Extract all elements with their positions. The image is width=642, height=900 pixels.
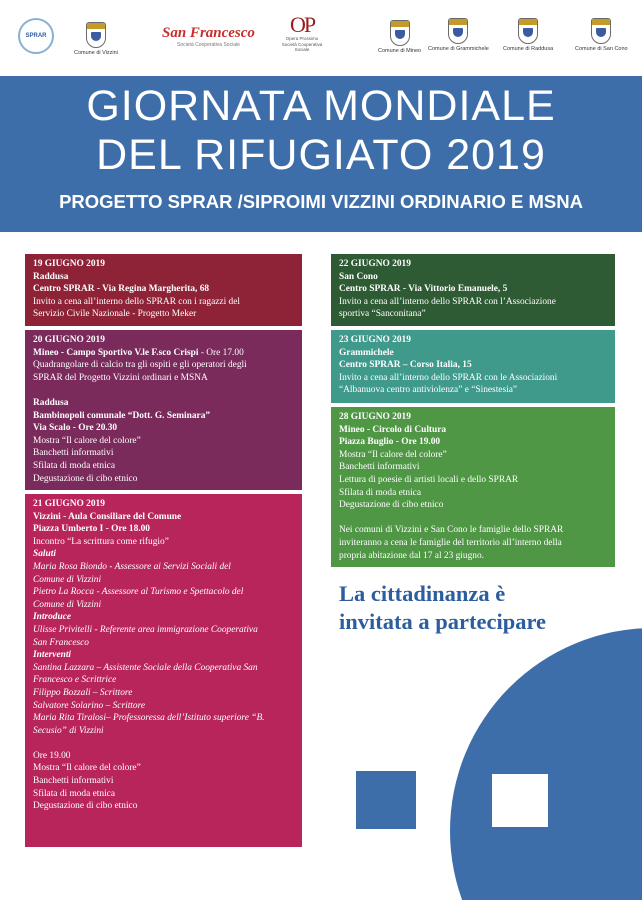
event-line: Invito a cena all’interno dello SPRAR con le Associazioni (339, 372, 558, 383)
grammichele-caption: Comune di Grammichele (428, 46, 489, 52)
event-line: Invito a cena all’interno dello SPRAR con l’Associazione (339, 296, 556, 307)
speaker-line: Filippo Bozzali – Scrittore (33, 687, 133, 698)
mineo-caption: Comune di Mineo (378, 48, 422, 54)
event-location: Piazza Umberto I - Ore 18.00 (33, 524, 150, 535)
grammichele-logo (428, 18, 489, 52)
sprar-logo (18, 18, 54, 54)
vizzini-caption: Comune di Vizzini (74, 50, 118, 56)
event-line: Servizio Civile Nazionale - Progetto Meker (33, 309, 197, 320)
opp-mark-icon: OP (289, 12, 315, 37)
event-place: Vizzini - Aula Consiliare del Comune (33, 511, 182, 522)
sprar-logo-text: SPRAR (25, 33, 47, 39)
note-line: Nei comuni di Vizzini e San Cono le famiglie dello SPRAR (339, 525, 564, 536)
event-box-19-giugno (25, 254, 302, 326)
event-line: Invito a cena all’interno dello SPRAR con i ragazzi del (33, 296, 240, 307)
event-location: Piazza Buglio - Ore 19.00 (339, 437, 441, 448)
speaker-line: Francesco e Scrittrice (33, 675, 117, 686)
decorative-white-square (492, 774, 548, 827)
event-box-28-giugno (331, 407, 615, 567)
event-line: Incontro “La scrittura come rifugio” (33, 536, 169, 547)
sancono-logo (575, 18, 628, 52)
event-date: 23 GIUGNO 2019 (339, 335, 411, 345)
event-line: Degustazione di cibo etnico (33, 801, 138, 812)
sancono-caption: Comune di San Cono (575, 46, 628, 52)
event-date: 21 GIUGNO 2019 (33, 499, 105, 509)
event-box-22-giugno (331, 254, 615, 326)
event-place: Mineo - Circolo di Cultura (339, 424, 447, 435)
event-location: Centro SPRAR - Via Vittorio Emanuele, 5 (339, 284, 508, 295)
san-francesco-sub: Società Cooperativa Sociale (177, 42, 240, 48)
event-time: - Ore 17.00 (198, 347, 244, 358)
event-line: Sfilata di moda etnica (339, 487, 422, 498)
event-date: 20 GIUGNO 2019 (33, 335, 105, 345)
event-line: Lettura di poesie di artisti locali e dello SPRAR (339, 474, 519, 485)
mineo-crest-icon (390, 20, 410, 46)
event-line: SPRAR del Progetto Vizzini ordinari e MSNA (33, 372, 208, 383)
opp-name: Opera Prossimo (285, 36, 319, 41)
event-box-20-giugno (25, 330, 302, 490)
event-line: Ore 19.00 (33, 750, 71, 761)
sancono-crest-icon (591, 18, 611, 44)
event-line: Sfilata di moda etnica (33, 788, 116, 799)
banner-subtitle: PROGETTO SPRAR /SIPROIMI VIZZINI ORDINARIO E MSNA (59, 191, 583, 212)
section-heading-saluti: Saluti (33, 549, 56, 560)
event-place-line (33, 347, 294, 360)
note-line: propria abitazione dal 17 al 23 giugno. (339, 550, 485, 561)
raddusa-logo (503, 18, 553, 52)
event-date: 22 GIUGNO 2019 (339, 259, 411, 269)
speaker-line: Ulisse Privitelli - Referente area immigrazione Cooperativa (33, 624, 258, 635)
event-line: Quadrangolare di calcio tra gli ospiti e gli operatori degli (33, 360, 247, 371)
speaker-line: Secusio” di Vizzini (33, 725, 104, 736)
speaker-line: San Francesco (33, 637, 89, 648)
event-place: Mineo - Campo Sportivo V.le F.sco Crispi (33, 347, 199, 358)
event-date: 28 GIUGNO 2019 (339, 412, 411, 422)
section-heading-introduce: Introduce (33, 612, 72, 623)
vizzini-crest-icon (86, 22, 106, 48)
speaker-line: Maria Rita Tiralosi– Professoressa dell’Istituto superiore “B. (33, 713, 265, 724)
opera-prossimo-logo (277, 14, 327, 53)
event-line: Sfilata di moda etnica (33, 460, 116, 471)
speaker-line: Salvatore Solarino – Scrittore (33, 700, 146, 711)
speaker-line: Pietro La Rocca - Assessore al Turismo e Spettacolo del (33, 587, 244, 598)
event-box-23-giugno (331, 330, 615, 403)
decorative-blue-square (356, 771, 416, 829)
event-line: Degustazione di cibo etnico (339, 500, 444, 511)
speaker-line: Maria Rosa Biondo - Assessore ai Servizi Sociali del (33, 561, 231, 572)
invitation-line1: La cittadinanza è (339, 581, 506, 606)
event-line: Banchetti informativi (33, 448, 114, 459)
event-line: Mostra “Il calore del colore” (33, 763, 141, 774)
event-line: Mostra “Il calore del colore” (339, 449, 447, 460)
event-place-2: Raddusa (33, 397, 69, 408)
event-line: Banchetti informativi (33, 776, 114, 787)
mineo-logo (378, 20, 421, 54)
event-box-21-giugno (25, 494, 302, 847)
event-line: “Albanuova centro antiviolenza” e “Sinestesia” (339, 385, 518, 396)
event-line: Degustazione di cibo etnico (33, 473, 138, 484)
speaker-line: Comune di Vizzini (33, 574, 102, 585)
event-location-2: Bambinopoli comunale “Dott. G. Seminara” (33, 410, 211, 421)
san-francesco-name: San Francesco (162, 25, 255, 41)
speaker-line: Santina Lazzara – Assistente Sociale della Cooperativa San (33, 662, 258, 673)
event-line: Banchetti informativi (339, 462, 420, 473)
grammichele-crest-icon (448, 18, 468, 44)
invitation-line2: invitata a partecipare (339, 609, 547, 634)
san-francesco-logo (162, 26, 255, 48)
event-place: Raddusa (33, 271, 69, 282)
vizzini-logo (74, 22, 118, 56)
invitation-text (339, 580, 546, 636)
banner-title-line1: GIORNATA MONDIALE (86, 82, 556, 130)
section-heading-interventi: Interventi (33, 650, 72, 661)
event-place: San Cono (339, 271, 378, 282)
event-date: 19 GIUGNO 2019 (33, 259, 105, 269)
raddusa-caption: Comune di Raddusa (503, 46, 554, 52)
event-location: Centro SPRAR – Corso Italia, 15 (339, 360, 472, 371)
note-line: inviteranno a cena le famiglie del territorio all’interno della (339, 537, 562, 548)
opp-sub: Società Cooperativa Sociale (281, 41, 323, 52)
banner-title-line2: DEL RIFUGIATO 2019 (96, 131, 546, 179)
raddusa-crest-icon (518, 18, 538, 44)
event-line: Mostra “Il calore del colore” (33, 435, 141, 446)
event-place: Grammichele (339, 347, 394, 358)
event-line: sportiva “Sanconitana” (339, 309, 426, 320)
decorative-circle (450, 628, 642, 900)
title-banner (0, 76, 642, 232)
event-location: Centro SPRAR - Via Regina Margherita, 68 (33, 284, 210, 295)
event-location-3: Via Scalo - Ore 20.30 (33, 423, 118, 434)
speaker-line: Comune di Vizzini (33, 599, 102, 610)
